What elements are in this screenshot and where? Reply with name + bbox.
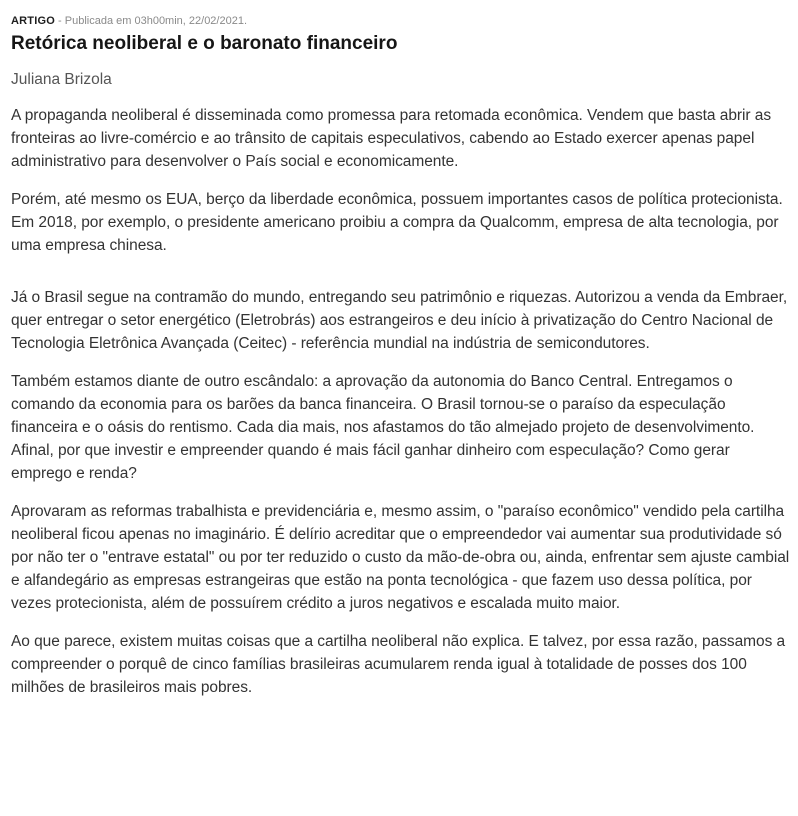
section-label[interactable]: ARTIGO [11,15,55,27]
paragraph-6: Ao que parece, existem muitas coisas que a cartilha neoliberal não explica. E talvez, por essa razão, passamos a compreender o porquê de cinco famílias brasileiras acumularem renda igual à totalidade de posses dos 100 milhões de brasileiros mais pobres. [11,633,786,696]
paragraph-1: A propaganda neoliberal é disseminada como promessa para retomada econômica. Vendem que basta abrir as fronteiras ao livre-comércio e ao trânsito de capitais especulativos, cabendo ao Estado exercer apenas papel administrativo para desenvolver o País social e economicamente. [11,107,772,170]
author-name: Juliana Brizola [11,71,112,88]
paragraph-5: Aprovaram as reformas trabalhista e previdenciária e, mesmo assim, o "paraíso econômico" vendido pela cartilha neoliberal ficou apenas no imaginário. É delírio acreditar que o empreendedor vai aumentar sua produtividade só por não ter o "entrave estatal" ou por ter reduzido o custo da mão-de-obra ou, ainda, enfrentar sem ajuste cambial e alfandegário as empresas estrangeiras que estão na ponta tecnológica - que fazem uso dessa política, por vezes protecionista, além de possuírem crédito a juros negativos e escalada muito maior. [11,503,790,612]
paragraph-2: Porém, até mesmo os EUA, berço da liberdade econômica, possuem importantes casos de política protecionista. Em 2018, por exemplo, o presidente americano proibiu a compra da Qualcomm, empresa de alta tecnologia, por uma empresa chinesa. [11,191,783,254]
article-title: Retórica neoliberal e o baronato financeiro [11,33,398,54]
article-meta [11,14,791,28]
article [11,14,791,699]
publish-date: - Publicada em 03h00min, 22/02/2021. [58,15,248,27]
article-body [11,104,791,699]
paragraph-3: Já o Brasil segue na contramão do mundo, entregando seu patrimônio e riquezas. Autorizou a venda da Embraer, quer entregar o setor energético (Eletrobrás) aos estrangeiros e deu início à privatização do Centro Nacional de Tecnologia Eletrônica Avançada (Ceitec) - referência mundial na indústria de semicondutores. [11,289,788,352]
paragraph-4: Também estamos diante de outro escândalo: a aprovação da autonomia do Banco Central. Entregamos o comando da economia para os barões da banca financeira. O Brasil tornou-se o paraíso da especulação financeira e o oásis do rentismo. Cada dia mais, nos afastamos do tão almejado projeto de desenvolvimento. Afinal, por que investir e empreender quando é mais fácil ganhar dinheiro com especulação? Como gerar emprego e renda? [11,373,755,482]
